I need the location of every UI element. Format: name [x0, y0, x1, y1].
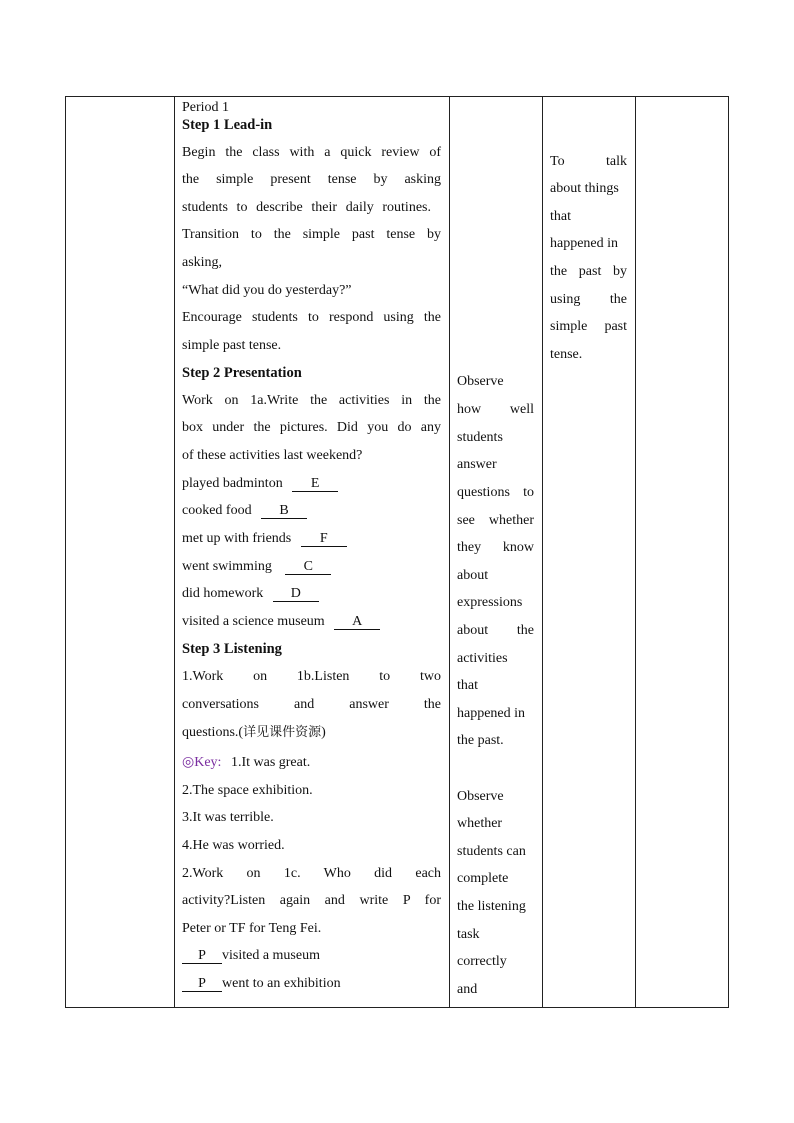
activity-item — [182, 530, 347, 548]
activity-text: met up with friends — [182, 531, 292, 546]
table-divider-2 — [449, 96, 450, 1008]
key-line — [182, 754, 310, 772]
assessment-line: about — [457, 568, 489, 583]
procedure-cell — [182, 96, 441, 1008]
assessment-line: activities — [457, 651, 508, 666]
step3-line — [182, 724, 326, 742]
table-border-right — [728, 96, 729, 1008]
purpose-line: happened in — [550, 236, 619, 251]
activity-item — [182, 585, 319, 603]
activity-item — [182, 613, 380, 631]
step2-line: of these activities last weekend? — [182, 448, 363, 463]
activity-text: did homework — [182, 586, 264, 601]
table-divider-3 — [542, 96, 543, 1008]
step1-line: Encourage students to respond using the — [182, 310, 441, 325]
assessment-line: about the — [457, 623, 534, 638]
questions-text-end: ) — [321, 725, 326, 740]
purpose-cell — [550, 96, 627, 1008]
pf-text: went to an exhibition — [222, 976, 341, 991]
step3-part2-line: 2.Work on 1c. Who did each — [182, 866, 441, 881]
activity-text: visited a science museum — [182, 614, 325, 629]
assessment-line: complete — [457, 871, 509, 886]
activity-item — [182, 502, 307, 520]
assessment-line: answer — [457, 457, 497, 472]
step1-line: Transition to the simple past tense by — [182, 227, 441, 242]
assessment-line: expressions — [457, 595, 523, 610]
pf-item — [182, 975, 341, 993]
purpose-line: that — [550, 209, 571, 224]
assessment-line: the listening — [457, 899, 526, 914]
purpose-line: about things — [550, 181, 619, 196]
purpose-line: To talk — [550, 154, 627, 169]
answer-blank: B — [261, 503, 307, 519]
answer-blank: C — [285, 559, 331, 575]
pf-blank: P — [182, 976, 222, 992]
assessment-line: students can — [457, 844, 526, 859]
activity-item — [182, 475, 338, 493]
step2-line: Work on 1a.Write the activities in the — [182, 393, 441, 408]
key-answer: 2.The space exhibition. — [182, 783, 313, 798]
pf-blank: P — [182, 948, 222, 964]
purpose-line: simple past — [550, 319, 627, 334]
activity-text: went swimming — [182, 559, 272, 574]
assessment-line: they know — [457, 540, 534, 555]
assessment-line: task — [457, 927, 480, 942]
key-answer: 1.It was great. — [230, 755, 311, 770]
key-answer: 4.He was worried. — [182, 838, 285, 853]
table-divider-1 — [174, 96, 175, 1008]
step1-line: Begin the class with a quick review of — [182, 145, 441, 160]
assessment-line: Observe — [457, 374, 504, 389]
assessment-line: correctly — [457, 954, 507, 969]
step3-line: conversations and answer the — [182, 697, 441, 712]
step1-line: the simple present tense by asking — [182, 172, 441, 187]
assessment-line: questions to — [457, 485, 534, 500]
activity-item — [182, 558, 331, 576]
questions-text: questions.( — [182, 725, 244, 740]
assessment-line: whether — [457, 816, 503, 831]
assessment-line: how well — [457, 402, 534, 417]
step3-line: 1.Work on 1b.Listen to two — [182, 669, 441, 684]
activity-text: played badminton — [182, 476, 283, 491]
assessment-line: see whether — [457, 513, 534, 528]
activity-text: cooked food — [182, 503, 252, 518]
assessment-line: and — [457, 982, 478, 997]
table-border-left — [65, 96, 66, 1008]
purpose-line: using the — [550, 292, 627, 307]
step2-heading: Step 2 Presentation — [182, 365, 302, 381]
step3-part2-line: activity?Listen again and write P for — [182, 893, 441, 908]
table-divider-4 — [635, 96, 636, 1008]
answer-blank: F — [301, 531, 347, 547]
answer-blank: D — [273, 586, 319, 602]
key-answer: 3.It was terrible. — [182, 810, 274, 825]
key-label: ◎Key: — [182, 755, 222, 770]
assessment-cell — [457, 96, 534, 1008]
step1-heading: Step 1 Lead-in — [182, 117, 273, 133]
purpose-line: tense. — [550, 347, 583, 362]
step1-line: “What did you do yesterday?” — [182, 283, 352, 298]
answer-blank: E — [292, 476, 338, 492]
assessment-line: the past. — [457, 733, 504, 748]
pf-item — [182, 947, 320, 965]
step1-line: students to describe their daily routines. — [182, 200, 431, 215]
courseware-note: 详见课件资源 — [243, 725, 322, 740]
purpose-line: the past by — [550, 264, 627, 279]
assessment-line: Observe — [457, 789, 504, 804]
step2-line: box under the pictures. Did you do any — [182, 420, 441, 435]
step1-line: simple past tense. — [182, 338, 282, 353]
assessment-line: happened in — [457, 706, 526, 721]
assessment-line: that — [457, 678, 478, 693]
assessment-line: students — [457, 430, 503, 445]
step3-heading: Step 3 Listening — [182, 641, 282, 657]
answer-blank: A — [334, 614, 380, 630]
step1-line: asking, — [182, 255, 223, 270]
period-label: Period 1 — [182, 100, 230, 115]
pf-text: visited a museum — [222, 948, 320, 963]
step3-part2-line: Peter or TF for Teng Fei. — [182, 921, 322, 936]
